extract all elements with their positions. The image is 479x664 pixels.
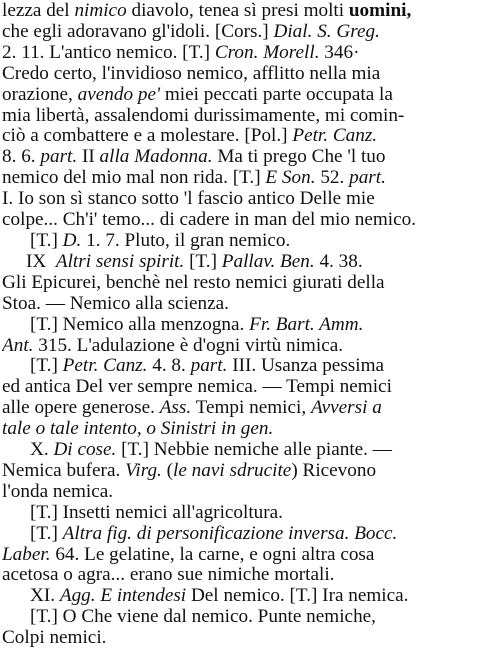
text-segment: 315. L'adulazione è d'ogni virtù nimica. xyxy=(33,335,344,356)
text-line xyxy=(2,147,469,168)
italic-text: Petr. Canz. xyxy=(292,126,378,147)
text-segment: Colpi nemici. xyxy=(2,628,107,649)
italic-text: Avversi a xyxy=(310,398,382,419)
text-line xyxy=(2,565,469,586)
text-segment: 8. 6. xyxy=(2,147,41,168)
text-segment: II xyxy=(77,147,100,168)
italic-text: Agg. E intendesi xyxy=(59,586,187,607)
text-line xyxy=(2,607,469,628)
text-segment: miei peccati parte occupata la xyxy=(160,84,393,105)
text-segment: X. xyxy=(30,440,54,461)
text-line xyxy=(2,168,469,189)
text-segment: ciò a combattere e a molestare. [Pol.] xyxy=(2,126,293,147)
text-segment: ( xyxy=(161,460,174,481)
italic-text: Petr. Canz. xyxy=(62,356,148,377)
text-line xyxy=(2,273,469,294)
text-line xyxy=(2,419,469,440)
italic-text: Laber. xyxy=(2,544,51,565)
text-segment: [T.] Nemico alla menzogna. xyxy=(30,314,250,335)
text-line xyxy=(2,356,469,377)
text-segment: orazione, xyxy=(2,84,78,105)
italic-text: Pallav. Ben. xyxy=(221,251,315,272)
text-line xyxy=(2,440,469,461)
text-segment: 346· xyxy=(319,42,360,63)
text-line xyxy=(2,64,469,85)
text-segment: Tempi nemici, xyxy=(191,398,311,419)
text-segment: acetosa o agra... erano sue nimiche mortali. xyxy=(2,565,335,586)
text-segment: Ma ti prego Che 'l tuo xyxy=(212,147,386,168)
text-segment: [T.] O Che viene dal nemico. Punte nemiche, xyxy=(30,607,376,628)
text-segment: ed antica Del ver sempre nemica. — Tempi nemici xyxy=(2,377,392,398)
text-line xyxy=(2,126,469,147)
italic-text: part. xyxy=(190,356,228,377)
italic-text: part. xyxy=(349,168,386,189)
text-segment: [T.] xyxy=(30,523,63,544)
italic-text: Ant. xyxy=(2,335,34,356)
dictionary-text xyxy=(2,1,469,649)
italic-text: E Son. xyxy=(265,168,316,189)
text-segment: IX xyxy=(26,251,56,272)
text-segment: 52. xyxy=(315,168,350,189)
text-line xyxy=(2,106,469,127)
italic-text: le navi sdrucite xyxy=(173,460,292,481)
text-segment: [T.] xyxy=(30,356,63,377)
text-line xyxy=(2,524,469,545)
italic-text: Altri sensi spirit. xyxy=(55,251,185,272)
italic-text: Ass. xyxy=(159,398,192,419)
text-line xyxy=(2,210,469,231)
text-segment: l'onda nemica. xyxy=(2,481,114,502)
text-line xyxy=(2,503,469,524)
text-line xyxy=(2,189,469,210)
italic-text: nimico xyxy=(74,1,127,21)
text-line xyxy=(2,1,469,22)
text-segment: Stoa. — Nemico alla scienza. xyxy=(2,293,229,314)
text-segment: Del nemico. [T.] Ira nemica. xyxy=(186,586,409,607)
text-segment: [T.] Nebbie nemiche alle piante. — xyxy=(116,440,392,461)
text-segment: Gli Epicurei, benchè nel resto nemici giurati della xyxy=(2,272,385,293)
text-segment: [T.] xyxy=(184,251,222,272)
text-segment: che egli adoravano gl'idoli. [Cors.] xyxy=(2,21,274,42)
text-segment: 64. Le gelatine, la carne, e ogni altra cosa xyxy=(50,544,375,565)
italic-text: D. xyxy=(62,230,82,251)
italic-text: Di cose. xyxy=(53,440,117,461)
italic-text: tale o tale intento, o Sinistri in gen. xyxy=(2,419,274,440)
text-segment: diavolo, tenea sì presi molti xyxy=(126,1,349,21)
text-segment: mia libertà, assalendomi durissimamente, mi comin- xyxy=(2,105,405,126)
text-segment: [T.] xyxy=(30,230,63,251)
text-line xyxy=(2,43,469,64)
text-segment: lezza del xyxy=(2,1,75,21)
text-segment: I. Io son sì stanco sotto 'l fascio antico Delle mie xyxy=(2,189,375,210)
text-line xyxy=(2,628,469,649)
text-line xyxy=(2,336,469,357)
text-line xyxy=(2,482,469,503)
text-segment: Nemica bufera. xyxy=(2,460,126,481)
text-line xyxy=(2,231,469,252)
text-segment: 1. 7. Pluto, il gran nemico. xyxy=(81,230,291,251)
italic-text: alla Madonna. xyxy=(99,147,213,168)
text-segment: uomini, xyxy=(348,1,412,21)
text-segment: III. Usanza pessima xyxy=(227,356,385,377)
text-segment: 4. 38. xyxy=(314,251,363,272)
text-segment: colpe... Ch'i' temo... di cadere in man del mio nemico. xyxy=(2,210,417,231)
text-segment: XI. xyxy=(30,586,60,607)
text-line xyxy=(2,398,469,419)
italic-text: Fr. Bart. Amm. xyxy=(249,314,364,335)
text-segment: 2. 11. L'antico nemico. [T.] xyxy=(2,42,215,63)
text-line xyxy=(2,377,469,398)
text-line xyxy=(2,545,469,566)
italic-text: Dial. S. Greg. xyxy=(273,21,380,42)
text-line xyxy=(2,252,469,273)
text-line xyxy=(2,294,469,315)
text-line xyxy=(2,461,469,482)
italic-text: Cron. Morell. xyxy=(214,42,320,63)
text-segment: nemico del mio mal non rida. [T.] xyxy=(2,168,266,189)
italic-text: Bocc. xyxy=(354,523,398,544)
text-line xyxy=(2,22,469,43)
italic-text: part. xyxy=(40,147,78,168)
text-segment: 4. 8. xyxy=(147,356,191,377)
italic-text: Altra fig. di personificazione inversa. xyxy=(62,523,350,544)
text-line xyxy=(2,586,469,607)
text-line xyxy=(2,315,469,336)
text-segment: [T.] Insetti nemici all'agricoltura. xyxy=(30,502,283,523)
text-segment: alle opere generose. xyxy=(2,398,160,419)
text-segment: Credo certo, l'invidioso nemico, afflitto nella mia xyxy=(2,63,381,84)
italic-text: Virg. xyxy=(125,460,162,481)
text-segment: ) Ricevono xyxy=(291,460,377,481)
italic-text: avendo pe' xyxy=(77,84,161,105)
text-line xyxy=(2,85,469,106)
